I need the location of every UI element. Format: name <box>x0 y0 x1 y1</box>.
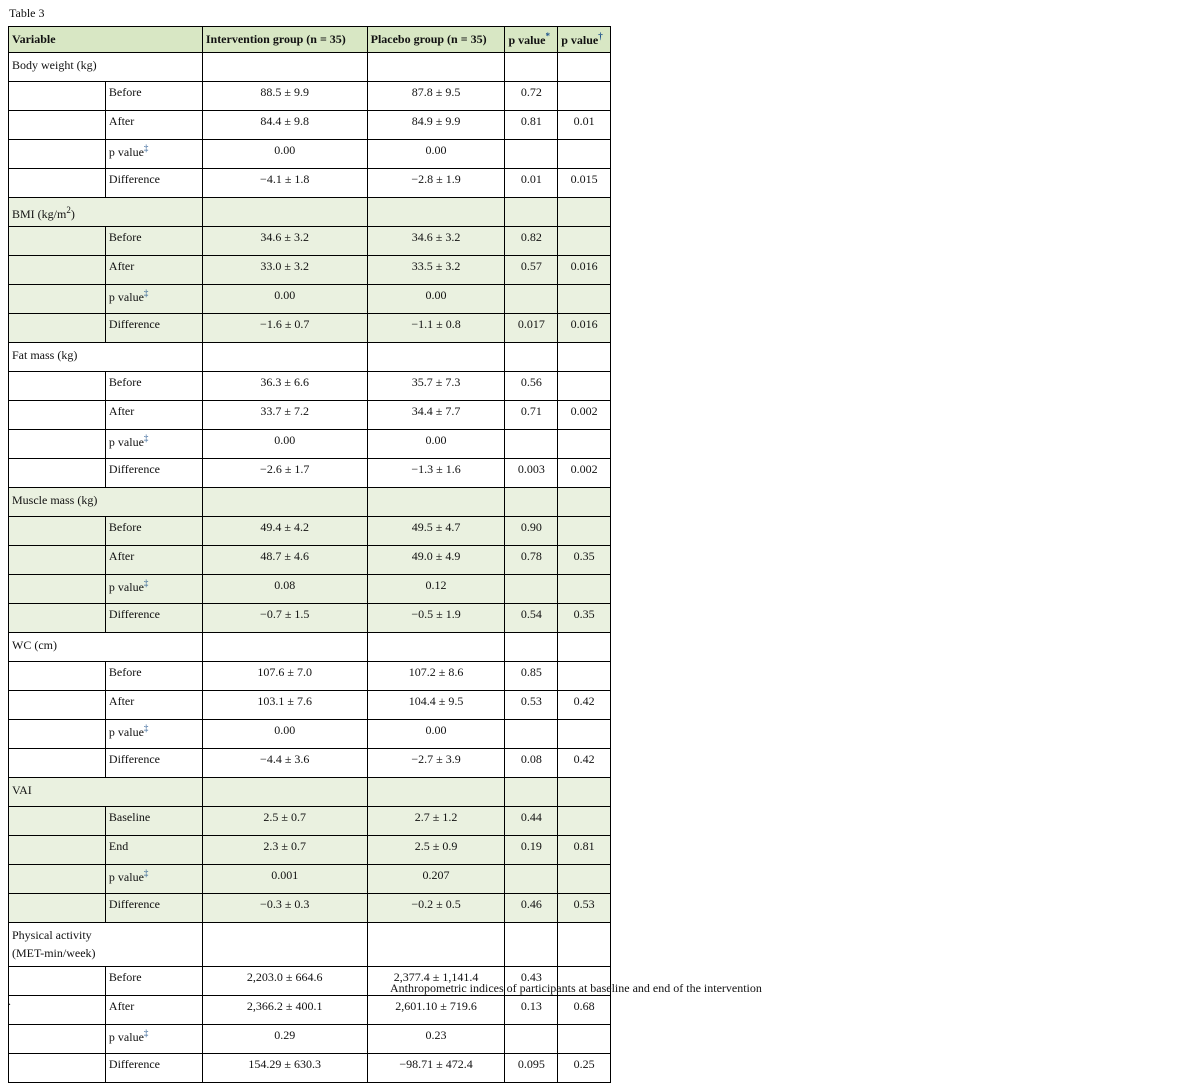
p-value-1: 0.43 <box>505 967 558 996</box>
p-value-1: 0.85 <box>505 662 558 691</box>
table-row <box>9 372 611 401</box>
indent-cell <box>9 372 106 401</box>
header-variable: Variable <box>9 27 203 53</box>
p-value-2: 0.016 <box>558 314 611 343</box>
section-header-row <box>9 488 611 517</box>
p-value-1: 0.003 <box>505 459 558 488</box>
section-name: Body weight (kg) <box>9 53 203 82</box>
p-value-2 <box>558 372 611 401</box>
placebo-value: 107.2 ± 8.6 <box>367 662 505 691</box>
empty-cell <box>558 343 611 372</box>
table-row <box>9 430 611 459</box>
placebo-value: 2,601.10 ± 719.6 <box>367 996 505 1025</box>
row-label: p value‡ <box>105 720 202 749</box>
section-header-row <box>9 343 611 372</box>
intervention-value: −1.6 ± 0.7 <box>202 314 367 343</box>
p-value-1 <box>505 865 558 894</box>
intervention-value: −4.1 ± 1.8 <box>202 169 367 198</box>
table-row <box>9 865 611 894</box>
intervention-value: 0.00 <box>202 140 367 169</box>
p-value-1: 0.08 <box>505 749 558 778</box>
p-value-1: 0.46 <box>505 894 558 923</box>
intervention-value: 0.001 <box>202 865 367 894</box>
header-p-value-1: p value* <box>505 27 558 53</box>
placebo-value: −0.5 ± 1.9 <box>367 604 505 633</box>
empty-cell <box>558 923 611 967</box>
empty-cell <box>202 53 367 82</box>
p-value-1 <box>505 430 558 459</box>
row-label: After <box>105 401 202 430</box>
p-value-1: 0.56 <box>505 372 558 401</box>
row-label: After <box>105 546 202 575</box>
row-label: After <box>105 996 202 1025</box>
p-value-2: 0.35 <box>558 604 611 633</box>
p-value-2 <box>558 1025 611 1054</box>
table-row <box>9 314 611 343</box>
row-label: p value‡ <box>105 140 202 169</box>
intervention-value: 88.5 ± 9.9 <box>202 82 367 111</box>
intervention-value: 2.3 ± 0.7 <box>202 836 367 865</box>
empty-cell <box>367 198 505 227</box>
placebo-value: 2,377.4 ± 1,141.4 <box>367 967 505 996</box>
indent-cell <box>9 575 106 604</box>
p-value-1: 0.017 <box>505 314 558 343</box>
header-intervention: Intervention group (n = 35) <box>202 27 367 53</box>
intervention-value: 2,203.0 ± 664.6 <box>202 967 367 996</box>
intervention-value: 107.6 ± 7.0 <box>202 662 367 691</box>
p-value-2 <box>558 517 611 546</box>
indent-cell <box>9 865 106 894</box>
placebo-value: −1.1 ± 0.8 <box>367 314 505 343</box>
row-label: End <box>105 836 202 865</box>
p-value-1: 0.54 <box>505 604 558 633</box>
row-label: Before <box>105 372 202 401</box>
section-header-row <box>9 778 611 807</box>
table-row <box>9 996 611 1025</box>
indent-cell <box>9 111 106 140</box>
empty-cell <box>202 778 367 807</box>
table-row <box>9 662 611 691</box>
intervention-value: 84.4 ± 9.8 <box>202 111 367 140</box>
placebo-value: 0.00 <box>367 720 505 749</box>
p-value-2: 0.81 <box>558 836 611 865</box>
placebo-value: 49.5 ± 4.7 <box>367 517 505 546</box>
table-row <box>9 749 611 778</box>
indent-cell <box>9 401 106 430</box>
table-row <box>9 517 611 546</box>
indent-cell <box>9 1054 106 1083</box>
p-value-2: 0.01 <box>558 111 611 140</box>
indent-cell <box>9 546 106 575</box>
intervention-value: −4.4 ± 3.6 <box>202 749 367 778</box>
table-row <box>9 401 611 430</box>
table-row <box>9 1025 611 1054</box>
row-label: p value‡ <box>105 865 202 894</box>
empty-cell <box>202 923 367 967</box>
placebo-value: 104.4 ± 9.5 <box>367 691 505 720</box>
indent-cell <box>9 996 106 1025</box>
p-value-1 <box>505 1025 558 1054</box>
row-label: Difference <box>105 604 202 633</box>
p-value-1: 0.44 <box>505 807 558 836</box>
empty-cell <box>558 53 611 82</box>
indent-cell <box>9 749 106 778</box>
p-value-2 <box>558 865 611 894</box>
empty-cell <box>558 488 611 517</box>
indent-cell <box>9 227 106 256</box>
trailing-mark: . <box>8 994 11 1008</box>
indent-cell <box>9 1025 106 1054</box>
p-value-1 <box>505 285 558 314</box>
p-value-1: 0.81 <box>505 111 558 140</box>
empty-cell <box>367 343 505 372</box>
p-value-2: 0.42 <box>558 749 611 778</box>
header-row <box>9 27 611 53</box>
section-name: Fat mass (kg) <box>9 343 203 372</box>
intervention-value: 0.08 <box>202 575 367 604</box>
p-value-2 <box>558 430 611 459</box>
placebo-value: −0.2 ± 0.5 <box>367 894 505 923</box>
indent-cell <box>9 314 106 343</box>
intervention-value: 49.4 ± 4.2 <box>202 517 367 546</box>
intervention-value: 0.00 <box>202 430 367 459</box>
empty-cell <box>505 198 558 227</box>
table-row <box>9 459 611 488</box>
data-table <box>8 26 611 1083</box>
row-label: p value‡ <box>105 430 202 459</box>
p-value-2 <box>558 575 611 604</box>
section-name: Physical activity (MET-min/week) <box>9 923 203 967</box>
indent-cell <box>9 459 106 488</box>
intervention-value: 0.00 <box>202 285 367 314</box>
p-value-2: 0.35 <box>558 546 611 575</box>
row-label: p value‡ <box>105 285 202 314</box>
p-value-2: 0.016 <box>558 256 611 285</box>
indent-cell <box>9 720 106 749</box>
row-label: Difference <box>105 314 202 343</box>
section-name: Muscle mass (kg) <box>9 488 203 517</box>
indent-cell <box>9 691 106 720</box>
placebo-value: −2.8 ± 1.9 <box>367 169 505 198</box>
row-label: Baseline <box>105 807 202 836</box>
indent-cell <box>9 662 106 691</box>
table-row <box>9 169 611 198</box>
table-row <box>9 894 611 923</box>
p-value-1 <box>505 575 558 604</box>
table-row <box>9 82 611 111</box>
placebo-value: 0.12 <box>367 575 505 604</box>
table-row <box>9 285 611 314</box>
header-p-value-2: p value† <box>558 27 611 53</box>
empty-cell <box>558 633 611 662</box>
table-row <box>9 111 611 140</box>
row-label: Difference <box>105 1054 202 1083</box>
placebo-value: 0.00 <box>367 140 505 169</box>
intervention-value: 33.0 ± 3.2 <box>202 256 367 285</box>
empty-cell <box>505 53 558 82</box>
placebo-value: 0.00 <box>367 285 505 314</box>
empty-cell <box>367 778 505 807</box>
placebo-value: 84.9 ± 9.9 <box>367 111 505 140</box>
row-label: Before <box>105 662 202 691</box>
intervention-value: −2.6 ± 1.7 <box>202 459 367 488</box>
empty-cell <box>202 488 367 517</box>
empty-cell <box>558 778 611 807</box>
empty-cell <box>202 198 367 227</box>
intervention-value: 2,366.2 ± 400.1 <box>202 996 367 1025</box>
indent-cell <box>9 169 106 198</box>
table-row <box>9 1054 611 1083</box>
intervention-value: 36.3 ± 6.6 <box>202 372 367 401</box>
p-value-2: 0.68 <box>558 996 611 1025</box>
empty-cell <box>367 488 505 517</box>
p-value-2 <box>558 227 611 256</box>
row-label: Difference <box>105 749 202 778</box>
p-value-2: 0.002 <box>558 401 611 430</box>
p-value-2 <box>558 662 611 691</box>
p-value-2 <box>558 807 611 836</box>
table-row <box>9 604 611 633</box>
intervention-value: 34.6 ± 3.2 <box>202 227 367 256</box>
row-label: Before <box>105 227 202 256</box>
placebo-value: 35.7 ± 7.3 <box>367 372 505 401</box>
empty-cell <box>367 923 505 967</box>
indent-cell <box>9 894 106 923</box>
placebo-value: −2.7 ± 3.9 <box>367 749 505 778</box>
p-value-2 <box>558 82 611 111</box>
indent-cell <box>9 430 106 459</box>
p-value-2: 0.25 <box>558 1054 611 1083</box>
empty-cell <box>505 633 558 662</box>
placebo-value: −98.71 ± 472.4 <box>367 1054 505 1083</box>
p-value-2: 0.015 <box>558 169 611 198</box>
table-row <box>9 140 611 169</box>
indent-cell <box>9 967 106 996</box>
indent-cell <box>9 285 106 314</box>
intervention-value: 33.7 ± 7.2 <box>202 401 367 430</box>
placebo-value: 34.4 ± 7.7 <box>367 401 505 430</box>
row-label: After <box>105 256 202 285</box>
table-row <box>9 807 611 836</box>
row-label: Before <box>105 82 202 111</box>
p-value-1: 0.90 <box>505 517 558 546</box>
p-value-2 <box>558 140 611 169</box>
header-placebo: Placebo group (n = 35) <box>367 27 505 53</box>
p-value-1: 0.13 <box>505 996 558 1025</box>
p-value-1: 0.82 <box>505 227 558 256</box>
intervention-value: −0.7 ± 1.5 <box>202 604 367 633</box>
table-row <box>9 546 611 575</box>
table-row <box>9 575 611 604</box>
p-value-1: 0.72 <box>505 82 558 111</box>
indent-cell <box>9 140 106 169</box>
intervention-value: 0.29 <box>202 1025 367 1054</box>
placebo-value: 2.7 ± 1.2 <box>367 807 505 836</box>
table-row <box>9 256 611 285</box>
indent-cell <box>9 836 106 865</box>
empty-cell <box>202 343 367 372</box>
p-value-2 <box>558 720 611 749</box>
row-label: p value‡ <box>105 575 202 604</box>
p-value-1: 0.01 <box>505 169 558 198</box>
intervention-value: −0.3 ± 0.3 <box>202 894 367 923</box>
p-value-1: 0.095 <box>505 1054 558 1083</box>
row-label: After <box>105 691 202 720</box>
row-label: Difference <box>105 894 202 923</box>
intervention-value: 0.00 <box>202 720 367 749</box>
row-label: Difference <box>105 459 202 488</box>
empty-cell <box>505 343 558 372</box>
p-value-1: 0.78 <box>505 546 558 575</box>
placebo-value: −1.3 ± 1.6 <box>367 459 505 488</box>
indent-cell <box>9 604 106 633</box>
empty-cell <box>558 198 611 227</box>
p-value-2: 0.42 <box>558 691 611 720</box>
p-value-1: 0.71 <box>505 401 558 430</box>
indent-cell <box>9 807 106 836</box>
section-header-row <box>9 53 611 82</box>
row-label: p value‡ <box>105 1025 202 1054</box>
empty-cell <box>202 633 367 662</box>
placebo-value: 0.00 <box>367 430 505 459</box>
p-value-1 <box>505 720 558 749</box>
indent-cell <box>9 82 106 111</box>
p-value-1: 0.57 <box>505 256 558 285</box>
section-header-row <box>9 198 611 227</box>
p-value-2: 0.53 <box>558 894 611 923</box>
table-row <box>9 227 611 256</box>
placebo-value: 0.207 <box>367 865 505 894</box>
placebo-value: 49.0 ± 4.9 <box>367 546 505 575</box>
row-label: Before <box>105 967 202 996</box>
p-value-1 <box>505 140 558 169</box>
section-name: BMI $(kg/m^2)$ <box>9 198 203 227</box>
p-value-2 <box>558 285 611 314</box>
intervention-value: 103.1 ± 7.6 <box>202 691 367 720</box>
table-row <box>9 720 611 749</box>
empty-cell <box>367 633 505 662</box>
p-value-1: 0.53 <box>505 691 558 720</box>
p-value-2: 0.002 <box>558 459 611 488</box>
empty-cell <box>505 923 558 967</box>
section-name: VAI <box>9 778 203 807</box>
empty-cell <box>505 778 558 807</box>
table-row <box>9 836 611 865</box>
section-name: WC (cm) <box>9 633 203 662</box>
table-row <box>9 691 611 720</box>
indent-cell <box>9 256 106 285</box>
section-header-row <box>9 633 611 662</box>
row-label: Before <box>105 517 202 546</box>
p-value-1: 0.19 <box>505 836 558 865</box>
intervention-value: 48.7 ± 4.6 <box>202 546 367 575</box>
placebo-value: 87.8 ± 9.5 <box>367 82 505 111</box>
placebo-value: 34.6 ± 3.2 <box>367 227 505 256</box>
intervention-value: 154.29 ± 630.3 <box>202 1054 367 1083</box>
placebo-value: 33.5 ± 3.2 <box>367 256 505 285</box>
empty-cell <box>505 488 558 517</box>
table-label: Table 3 <box>9 6 45 20</box>
row-label: Difference <box>105 169 202 198</box>
empty-cell <box>367 53 505 82</box>
table-caption: Anthropometric indices of participants at baseline and end of the intervention <box>390 981 762 995</box>
placebo-value: 2.5 ± 0.9 <box>367 836 505 865</box>
placebo-value: 0.23 <box>367 1025 505 1054</box>
intervention-value: 2.5 ± 0.7 <box>202 807 367 836</box>
indent-cell <box>9 517 106 546</box>
row-label: After <box>105 111 202 140</box>
section-header-row <box>9 923 611 967</box>
